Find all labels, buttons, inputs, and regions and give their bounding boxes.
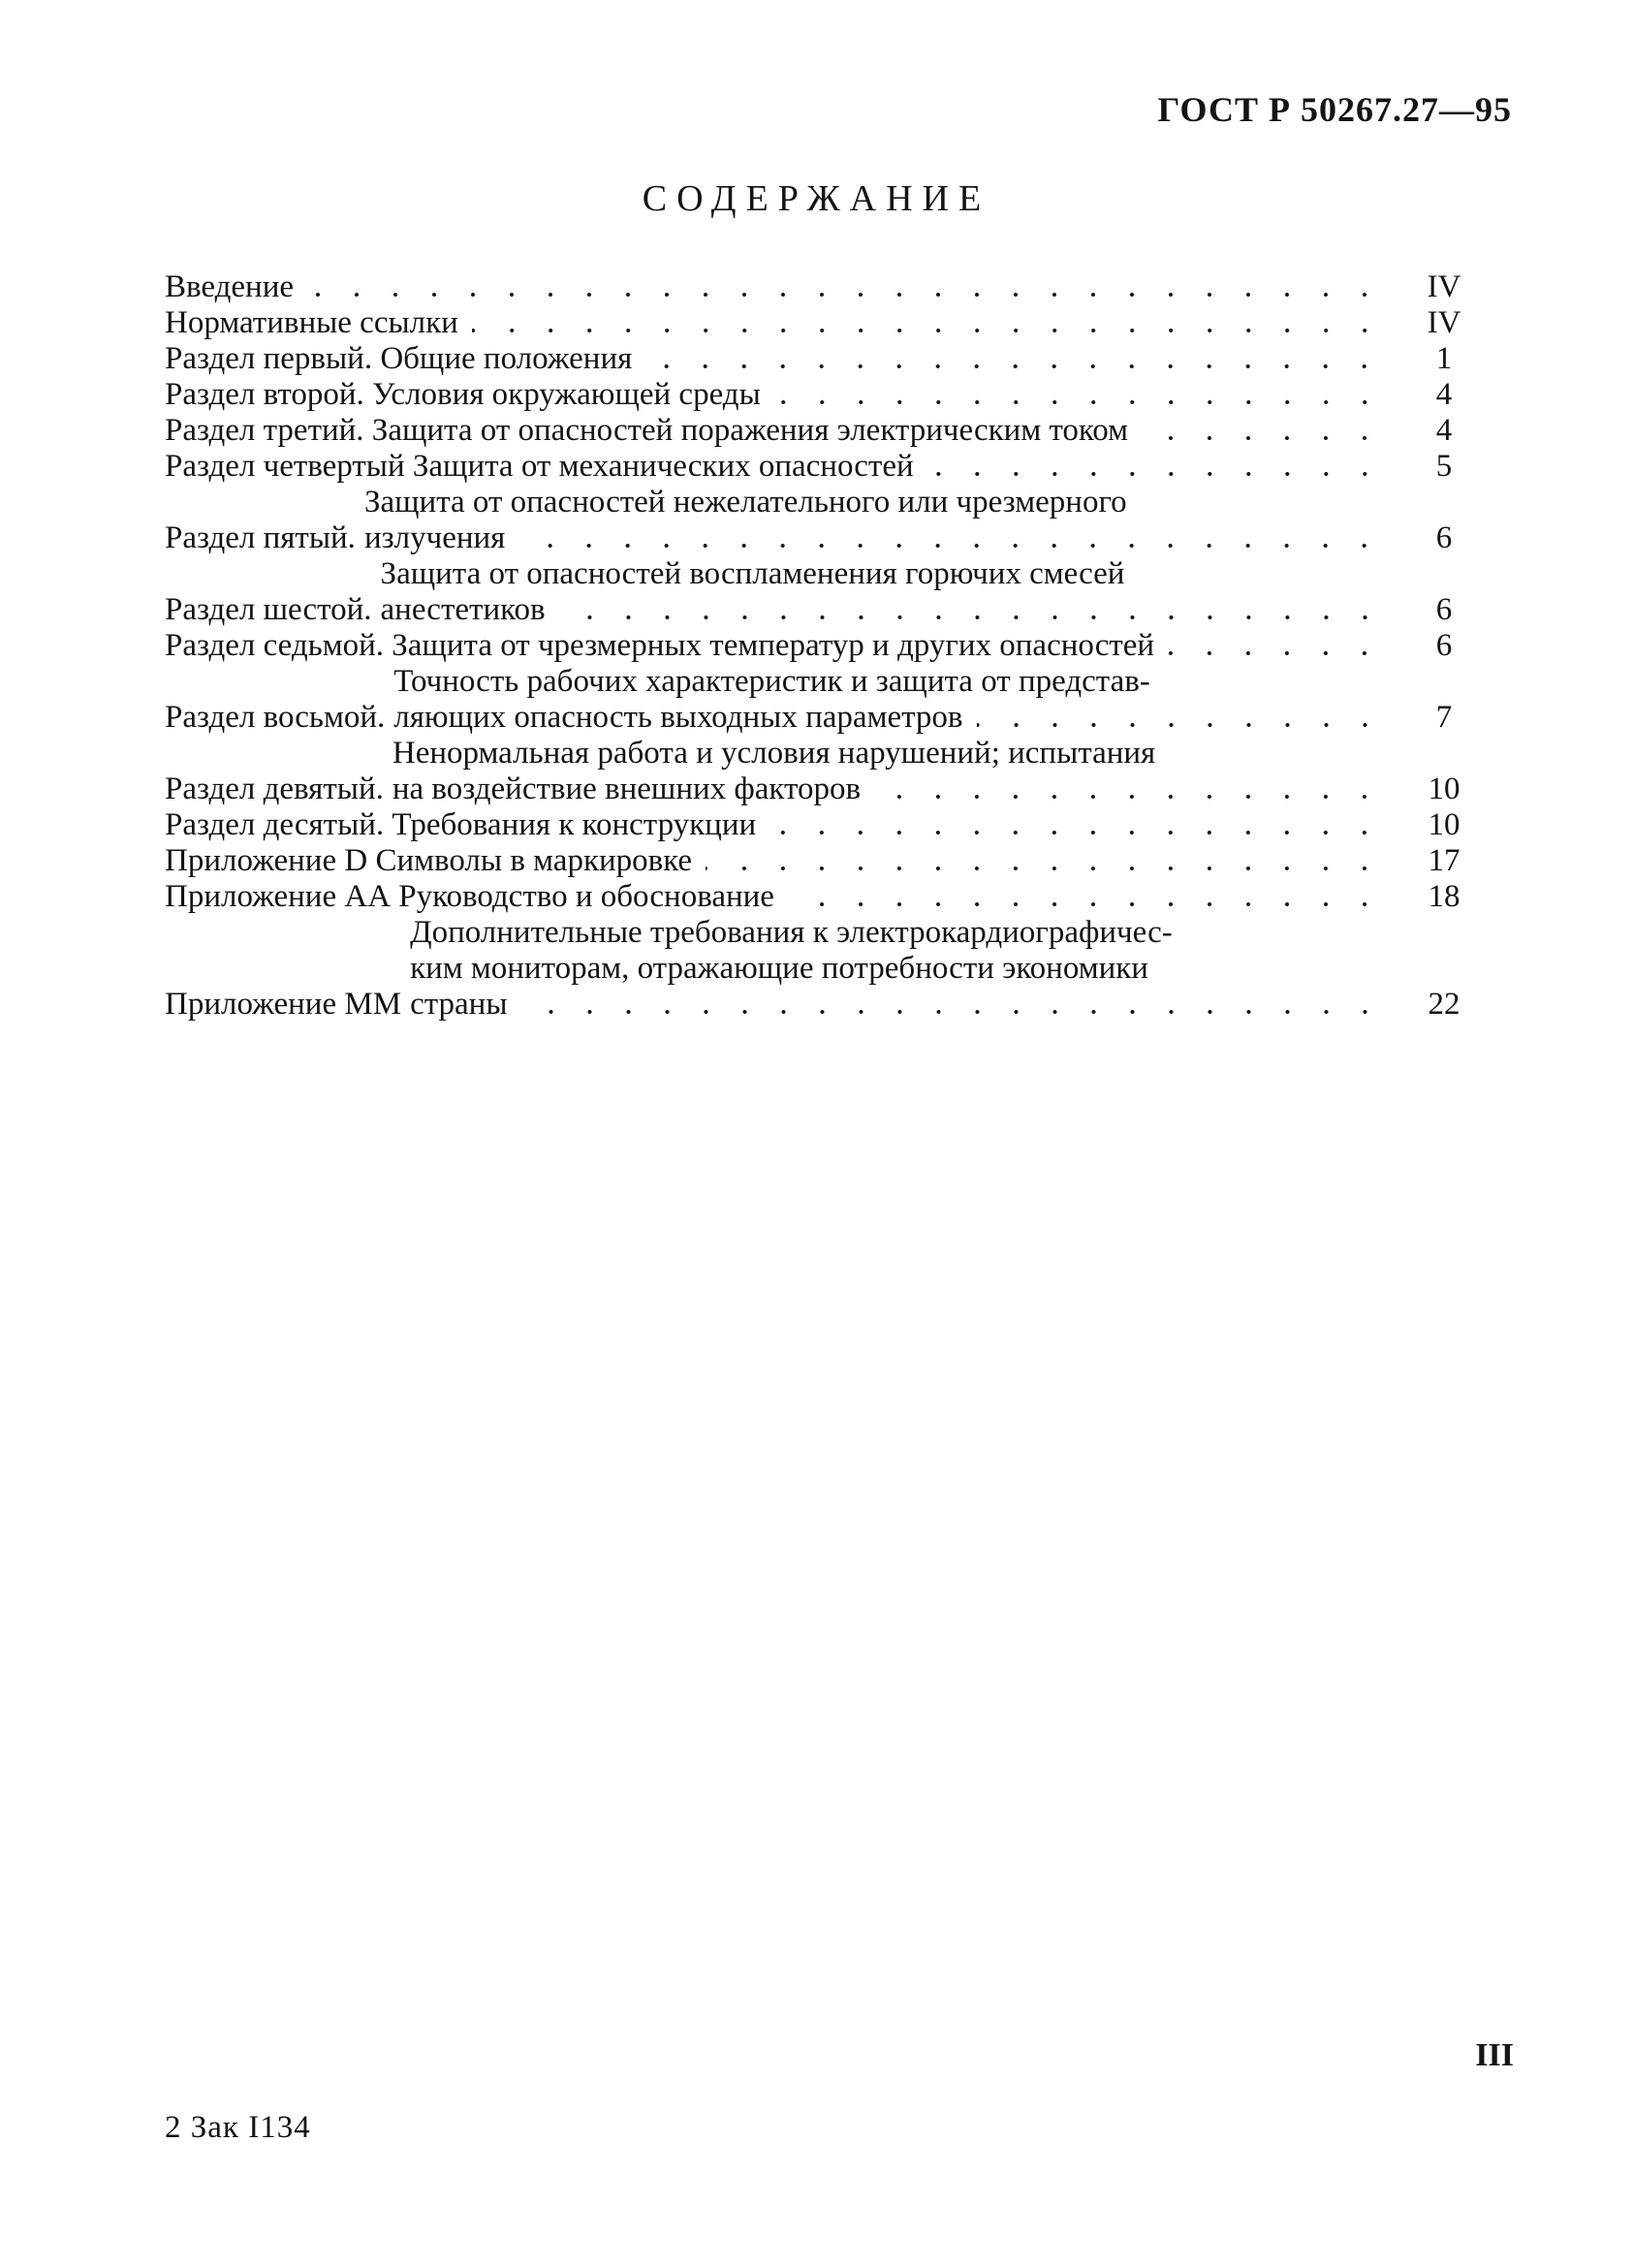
toc-entry: [165, 377, 1483, 413]
toc-entry-line: Защита от опасностей воспламенения горючих смесей: [380, 556, 1125, 591]
toc-entry: [165, 628, 1483, 664]
toc-entry-section: Приложение ММ: [165, 987, 402, 1022]
toc-entry-line: анестетиков: [380, 592, 546, 627]
toc-entry: [165, 843, 1483, 879]
toc-entry-page: 17: [1428, 843, 1460, 878]
toc-entry-section: Раздел шестой.: [165, 592, 372, 627]
toc-entry: [165, 485, 1483, 556]
table-of-contents: [165, 269, 1483, 1023]
toc-entry-line: излучения: [363, 520, 506, 555]
toc-entry: [165, 269, 1483, 305]
toc-entry-line: Дополнительные требования к электрокардиографичес-: [410, 915, 1173, 950]
dot-leader: [977, 723, 1385, 727]
dot-leader: [788, 902, 1384, 906]
toc-entry: [165, 736, 1483, 807]
dot-leader: [518, 544, 1384, 548]
toc-entry: [165, 305, 1483, 341]
toc-entry-page: 4: [1435, 413, 1453, 448]
toc-entry-title: Раздел первый. Общие положения: [165, 341, 633, 376]
toc-entry-page: 6: [1435, 592, 1453, 627]
dot-leader: [706, 866, 1384, 870]
dot-leader: [1142, 436, 1384, 440]
toc-entry-title: Раздел десятый. Требования к конструкции: [165, 807, 757, 842]
toc-entry-page: 5: [1435, 449, 1453, 484]
page-title: СОДЕРЖАНИЕ: [642, 178, 991, 219]
toc-entry-page: 1: [1435, 341, 1453, 376]
toc-entry-page: 18: [1428, 879, 1460, 914]
toc-entry-page: 6: [1435, 628, 1453, 663]
document-code: ГОСТ Р 50267.27—95: [1157, 90, 1512, 129]
toc-entry-title: Приложение D Символы в маркировке: [165, 843, 693, 878]
dot-leader: [927, 472, 1384, 476]
toc-entry-title: Раздел седьмой. Защита от чрезмерных температур и других опасностей: [165, 628, 1155, 663]
toc-entry-title: Нормативные ссылки: [165, 305, 458, 340]
page-number: III: [1475, 2037, 1514, 2073]
toc-entry: [165, 879, 1483, 915]
toc-entry: [165, 556, 1483, 628]
dot-leader: [521, 1010, 1384, 1014]
dot-leader: [559, 615, 1384, 619]
toc-entry-title: Раздел третий. Защита от опасностей поражения электрическим током: [165, 413, 1129, 448]
toc-entry: [165, 449, 1483, 485]
toc-entry: [165, 807, 1483, 843]
toc-entry-page: 4: [1435, 377, 1453, 412]
toc-entry-title: Приложение АА Руководство и обоснование: [165, 879, 774, 914]
toc-entry-line: страны: [410, 987, 508, 1022]
toc-entry-page: 22: [1428, 987, 1460, 1022]
toc-entry-page: 10: [1428, 807, 1460, 842]
dot-leader: [874, 795, 1384, 799]
toc-entry-page: 6: [1435, 520, 1453, 555]
toc-entry-section: Раздел девятый.: [165, 772, 384, 806]
dot-leader: [472, 329, 1384, 332]
toc-entry: [165, 341, 1483, 377]
toc-entry-title: Раздел четвертый Защита от механических опасностей: [165, 449, 914, 484]
toc-entry: [165, 413, 1483, 449]
dot-leader: [774, 400, 1384, 404]
toc-entry-title: Введение: [165, 269, 295, 304]
dot-leader: [307, 293, 1384, 297]
toc-entry-page: IV: [1427, 269, 1461, 304]
toc-entry-line: Точность рабочих характеристик и защита от представ-: [393, 664, 1150, 699]
toc-entry-title: Раздел второй. Условия окружающей среды: [165, 377, 761, 412]
toc-entry-line: Ненормальная работа и условия нарушений; испытания: [392, 736, 1156, 771]
toc-entry-line: ляющих опасность выходных параметров: [393, 700, 963, 735]
toc-entry-line: на воздействие внешних факторов: [392, 772, 862, 806]
toc-entry-page: IV: [1427, 305, 1461, 340]
dot-leader: [645, 364, 1384, 368]
toc-entry: [165, 915, 1483, 1023]
toc-entry-line: Защита от опасностей нежелательного или чрезмерного: [363, 485, 1127, 520]
toc-entry-section: Раздел восьмой.: [165, 700, 386, 735]
dot-leader: [769, 831, 1384, 835]
print-order-note: 2 Зак I134: [165, 2110, 311, 2145]
toc-entry-section: Раздел пятый.: [165, 520, 356, 555]
toc-entry-page: 7: [1435, 700, 1453, 735]
toc-entry-page: 10: [1428, 772, 1460, 806]
toc-entry-line: ким мониторам, отражающие потребности экономики: [410, 951, 1148, 986]
toc-entry: [165, 664, 1483, 736]
dot-leader: [1168, 651, 1384, 655]
